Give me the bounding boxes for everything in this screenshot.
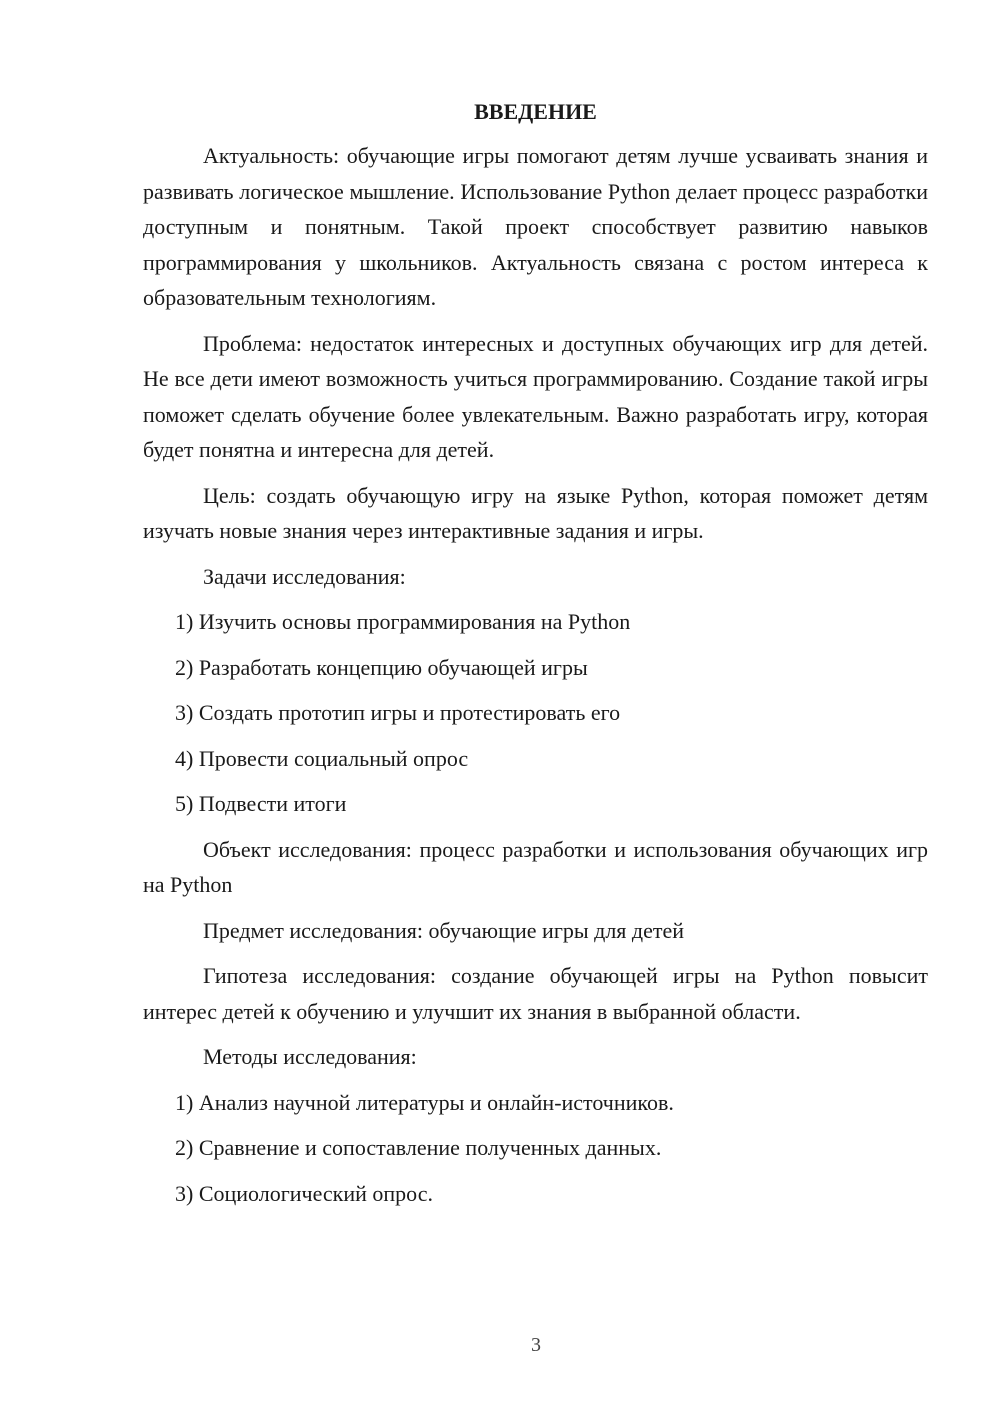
task-item: 4) Провести социальный опрос xyxy=(175,745,469,771)
method-item: 3) Социологический опрос. xyxy=(175,1180,433,1206)
tasks-heading: Задачи исследования: xyxy=(203,563,406,589)
problem-paragraph: Проблема: недостаток интересных и доступных обучающих игр для детей. Не все дети имеют возможность учиться программированию. Создание такой игры поможет сделать обучение более увлекательным. Важно разработать игру, которая будет понятна и интересна для детей. xyxy=(143,330,928,462)
page-content xyxy=(143,96,928,1221)
task-item: 2) Разработать концепцию обучающей игры xyxy=(175,654,588,680)
hypothesis-paragraph: Гипотеза исследования: создание обучающей игры на Python повысит интерес детей к обучению и улучшит их знания в выбранной области. xyxy=(143,963,928,1024)
method-item: 2) Сравнение и сопоставление полученных данных. xyxy=(175,1135,662,1160)
task-item: 3) Создать прототип игры и протестировать его xyxy=(175,700,621,725)
page-title: ВВЕДЕНИЕ xyxy=(474,99,597,124)
page-number: 3 xyxy=(531,1334,541,1356)
object-paragraph: Объект исследования: процесс разработки и использования обучающих игр на Python xyxy=(143,836,928,897)
task-item: 5) Подвести итоги xyxy=(175,791,347,816)
task-item: 1) Изучить основы программирования на Python xyxy=(175,609,631,634)
relevance-paragraph: Актуальность: обучающие игры помогают детям лучше усваивать знания и развивать логическое мышление. Использование Python делает процесс разработки доступным и понятным. Такой проект способствует развитию навыков программирования у школьников. Актуальность связана с ростом интереса к образовательным технологиям. xyxy=(143,143,928,310)
subject-paragraph: Предмет исследования: обучающие игры для детей xyxy=(203,917,685,943)
method-item: 1) Анализ научной литературы и онлайн-источников. xyxy=(175,1089,674,1115)
goal-paragraph: Цель: создать обучающую игру на языке Python, которая поможет детям изучать новые знания через интерактивные задания и игры. xyxy=(143,482,928,543)
methods-heading: Методы исследования: xyxy=(203,1044,417,1069)
